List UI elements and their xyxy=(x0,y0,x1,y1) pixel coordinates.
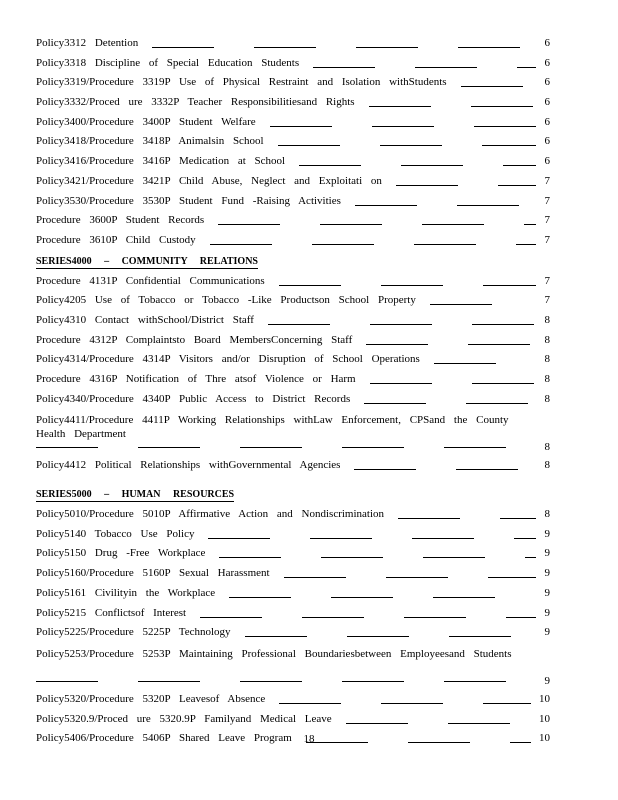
leader-line xyxy=(444,681,506,682)
leader-line xyxy=(458,47,520,48)
leader-line xyxy=(457,205,519,206)
series-heading-text: SERIES4000 – COMMUNITY RELATIONS xyxy=(36,255,258,267)
leader-line xyxy=(152,47,214,48)
leader-line xyxy=(268,324,330,325)
toc-entry[interactable] xyxy=(36,643,550,690)
toc-entry[interactable] xyxy=(36,231,550,251)
toc-entry-page: 6 xyxy=(544,96,550,109)
toc-entry-title: Procedure 4131P Confidential Communications xyxy=(36,274,265,287)
leader-line xyxy=(516,244,536,245)
toc-entry-page: 10 xyxy=(539,732,550,745)
leader-line xyxy=(488,577,536,578)
toc-entry-title: Policy5320/Procedure 5320P Leavesof Absence xyxy=(36,692,266,705)
leader-line xyxy=(401,165,463,166)
toc-entry[interactable] xyxy=(36,350,550,370)
toc-entry-title: Policy3421/Procedure 3421P Child Abuse, Neglect and Exploitati on xyxy=(36,174,382,187)
toc-entry-title: Policy3418/Procedure 3418P Animalsin School xyxy=(36,135,264,148)
leader-line xyxy=(279,703,341,704)
leader-line xyxy=(240,447,302,448)
toc-entry-page: 9 xyxy=(544,547,550,560)
leader-line xyxy=(449,636,511,637)
table-of-contents xyxy=(36,34,550,749)
leader-line xyxy=(517,67,536,68)
toc-entry-page: 8 xyxy=(544,373,550,385)
toc-entry-page: 7 xyxy=(544,194,550,207)
toc-entry-page: 8 xyxy=(544,508,550,521)
leader-line xyxy=(312,244,374,245)
leader-line xyxy=(342,447,404,448)
leader-line xyxy=(321,557,383,558)
leader-line xyxy=(270,126,332,127)
leader-line xyxy=(434,363,496,364)
leader-line xyxy=(503,165,536,166)
toc-entry-title: Policy5010/Procedure 5010P Affirmative Action and Nondiscrimination xyxy=(36,508,385,521)
toc-entry-title: Policy5215 Conflictsof Interest xyxy=(36,606,187,619)
toc-entry[interactable] xyxy=(36,93,550,113)
toc-entry-title: Policy4310 Contact withSchool/District Staff xyxy=(36,313,254,326)
series-heading-text: SERIES5000 – HUMAN RESOURCES xyxy=(36,489,235,501)
leader-line xyxy=(229,597,291,598)
leader-line xyxy=(218,224,280,225)
leader-line xyxy=(500,518,536,519)
toc-entry-title: Policy4340/Procedure 4340P Public Access to District Records xyxy=(36,392,351,405)
leader-line xyxy=(210,244,272,245)
toc-entry-page: 8 xyxy=(544,459,550,472)
toc-entry-title: Policy4314/Procedure 4314P Visitors and/or Disruption of School Operations xyxy=(36,353,420,366)
toc-entry[interactable] xyxy=(36,311,550,331)
page-number: 18 xyxy=(303,733,315,745)
leader-line xyxy=(471,106,533,107)
leader-line xyxy=(356,47,418,48)
toc-entry[interactable] xyxy=(36,331,550,351)
toc-entry-title: Policy5320.9/Proced ure 5320.9P Familyand Medical Leave xyxy=(36,712,332,725)
toc-entry-page: 9 xyxy=(544,586,550,599)
leader-line xyxy=(347,636,409,637)
toc-entry[interactable] xyxy=(36,544,550,564)
leader-line xyxy=(381,703,443,704)
leader-line xyxy=(138,681,200,682)
leader-line xyxy=(342,681,404,682)
leader-line xyxy=(472,324,534,325)
toc-entry-title: Policy5406/Procedure 5406P Shared Leave Program xyxy=(36,732,292,745)
leader-line xyxy=(433,597,495,598)
toc-entry[interactable] xyxy=(36,291,550,311)
leader-line xyxy=(483,285,536,286)
toc-entry-title: Procedure 3610P Child Custody xyxy=(36,233,196,246)
toc-entry-title: Policy3319/Procedure 3319P Use of Physical Restraint and Isolation withStudents xyxy=(36,76,447,89)
toc-entry-page: 9 xyxy=(544,527,550,540)
leader-line xyxy=(208,538,270,539)
leader-line xyxy=(310,538,372,539)
leader-line xyxy=(364,403,426,404)
leader-line xyxy=(422,224,484,225)
toc-entry[interactable] xyxy=(36,409,550,456)
toc-entry[interactable] xyxy=(36,564,550,584)
toc-entry-page: 8 xyxy=(544,392,550,405)
toc-entry-title: Policy5253/Procedure 5253P Maintaining Professional Boundariesbetween Employeesand Students xyxy=(36,647,512,660)
leader-line xyxy=(474,126,536,127)
leader-line xyxy=(279,285,341,286)
toc-entry-page: 8 xyxy=(544,353,550,366)
leader-line xyxy=(284,577,346,578)
toc-entry-title: Policy3312 Detention xyxy=(36,37,139,49)
toc-entry-title: Procedure 4312P Complaintsto Board MembersConcerning Staff xyxy=(36,333,353,346)
toc-entry-page: 6 xyxy=(544,115,550,128)
toc-entry[interactable] xyxy=(36,172,550,192)
toc-entry-title: Procedure 3600P Student Records xyxy=(36,214,205,227)
toc-entry-title: Procedure 4316P Notification of Thre atsof Violence or Harm xyxy=(36,373,356,385)
toc-entry-page: 6 xyxy=(544,135,550,148)
leader-line xyxy=(423,557,485,558)
toc-entry[interactable] xyxy=(36,525,550,545)
toc-entry-title: Policy5161 Civilityin the Workplace xyxy=(36,586,216,599)
leader-line xyxy=(398,518,460,519)
toc-entry[interactable] xyxy=(36,456,550,476)
toc-entry-title: Policy5150 Drug -Free Workplace xyxy=(36,547,206,560)
leader-line xyxy=(320,224,382,225)
toc-entry-page: 9 xyxy=(544,674,550,687)
leader-line xyxy=(456,469,518,470)
leader-line xyxy=(444,447,506,448)
leader-line xyxy=(380,145,442,146)
toc-entry[interactable] xyxy=(36,152,550,172)
toc-entry[interactable] xyxy=(36,710,550,730)
leader-line xyxy=(313,67,375,68)
leader-line xyxy=(302,617,364,618)
toc-entry-title: Policy3318 Discipline of Special Education Students xyxy=(36,56,300,69)
toc-entry[interactable] xyxy=(36,73,550,93)
leader-line xyxy=(36,447,98,448)
toc-entry-page: 6 xyxy=(544,155,550,168)
toc-entry-page: 6 xyxy=(544,56,550,69)
leader-line xyxy=(245,636,307,637)
leader-line xyxy=(346,723,408,724)
leader-line xyxy=(240,681,302,682)
leader-line xyxy=(366,344,428,345)
leader-line xyxy=(482,145,536,146)
toc-entry-title: Policy4205 Use of Tobacco or Tobacco -Like Productson School Property xyxy=(36,294,416,307)
toc-entry-page: 7 xyxy=(544,233,550,246)
toc-entry-title: Policy4412 Political Relationships withGovernmental Agencies xyxy=(36,459,341,472)
toc-entry-page: 8 xyxy=(544,441,550,454)
leader-line xyxy=(299,165,361,166)
leader-line xyxy=(506,617,536,618)
toc-entry-page: 6 xyxy=(544,76,550,89)
toc-entry-title: Policy3332/Proced ure 3332P Teacher Responsibilitiesand Rights xyxy=(36,96,355,109)
toc-entry[interactable] xyxy=(36,54,550,74)
toc-entry[interactable] xyxy=(36,192,550,212)
toc-entry[interactable] xyxy=(36,604,550,624)
series-heading xyxy=(36,252,550,272)
toc-entry-title: Policy4411/Procedure 4411P Working Relationships withLaw Enforcement, CPSand the County Health Department xyxy=(36,414,509,441)
leader-line xyxy=(138,447,200,448)
toc-entry-page: 10 xyxy=(539,692,550,705)
leader-line xyxy=(414,244,476,245)
toc-entry-title: Policy5140 Tobacco Use Policy xyxy=(36,527,195,540)
toc-entry[interactable] xyxy=(36,113,550,133)
toc-entry[interactable] xyxy=(36,623,550,643)
leader-line xyxy=(525,557,536,558)
toc-entry-page: 7 xyxy=(544,294,550,307)
leader-line xyxy=(468,344,530,345)
leader-line xyxy=(448,723,510,724)
toc-entry-title: Policy3416/Procedure 3416P Medication at School xyxy=(36,155,286,168)
leader-line xyxy=(36,681,98,682)
toc-entry-page: 10 xyxy=(539,712,550,725)
toc-entry-title: Policy5160/Procedure 5160P Sexual Harassment xyxy=(36,567,270,580)
leader-line xyxy=(254,47,316,48)
toc-entry-page: 9 xyxy=(544,606,550,619)
section-gap xyxy=(36,476,550,484)
leader-line xyxy=(415,67,477,68)
toc-entry-page: 7 xyxy=(544,174,550,187)
leader-line xyxy=(483,703,531,704)
toc-entry-page: 8 xyxy=(544,333,550,346)
leader-line xyxy=(514,538,536,539)
toc-entry[interactable] xyxy=(36,584,550,604)
series-heading xyxy=(36,485,550,505)
leader-line xyxy=(386,577,448,578)
toc-entry[interactable] xyxy=(36,370,550,390)
toc-entry-title: Policy3530/Procedure 3530P Student Fund -Raising Activities xyxy=(36,194,341,207)
toc-entry[interactable] xyxy=(36,690,550,710)
toc-entry-page: 9 xyxy=(544,567,550,580)
toc-entry-page: 6 xyxy=(544,37,550,49)
leader-line xyxy=(498,185,536,186)
toc-entry[interactable] xyxy=(36,505,550,525)
leader-line xyxy=(372,126,434,127)
leader-line xyxy=(472,383,534,384)
toc-entry-page: 7 xyxy=(544,214,550,227)
toc-entry-page: 8 xyxy=(544,313,550,326)
leader-line xyxy=(524,224,536,225)
leader-line xyxy=(369,106,431,107)
toc-entry[interactable] xyxy=(36,390,550,410)
leader-line xyxy=(331,597,393,598)
leader-line xyxy=(200,617,262,618)
toc-entry[interactable] xyxy=(36,34,550,54)
toc-entry-title: Policy3400/Procedure 3400P Student Welfare xyxy=(36,115,256,128)
leader-line xyxy=(396,185,458,186)
leader-line xyxy=(278,145,340,146)
leader-line xyxy=(354,469,416,470)
toc-entry[interactable] xyxy=(36,272,550,292)
leader-line xyxy=(355,205,417,206)
leader-line xyxy=(370,383,432,384)
toc-entry-page: 7 xyxy=(544,274,550,287)
toc-entry[interactable] xyxy=(36,211,550,231)
leader-line xyxy=(381,285,443,286)
leader-line xyxy=(430,304,492,305)
toc-entry[interactable] xyxy=(36,132,550,152)
toc-entry-page: 9 xyxy=(544,626,550,639)
leader-line xyxy=(412,538,474,539)
leader-line xyxy=(466,403,528,404)
leader-line xyxy=(370,324,432,325)
leader-line xyxy=(404,617,466,618)
toc-entry-title: Policy5225/Procedure 5225P Technology xyxy=(36,626,231,639)
leader-line xyxy=(219,557,281,558)
leader-line xyxy=(461,86,523,87)
